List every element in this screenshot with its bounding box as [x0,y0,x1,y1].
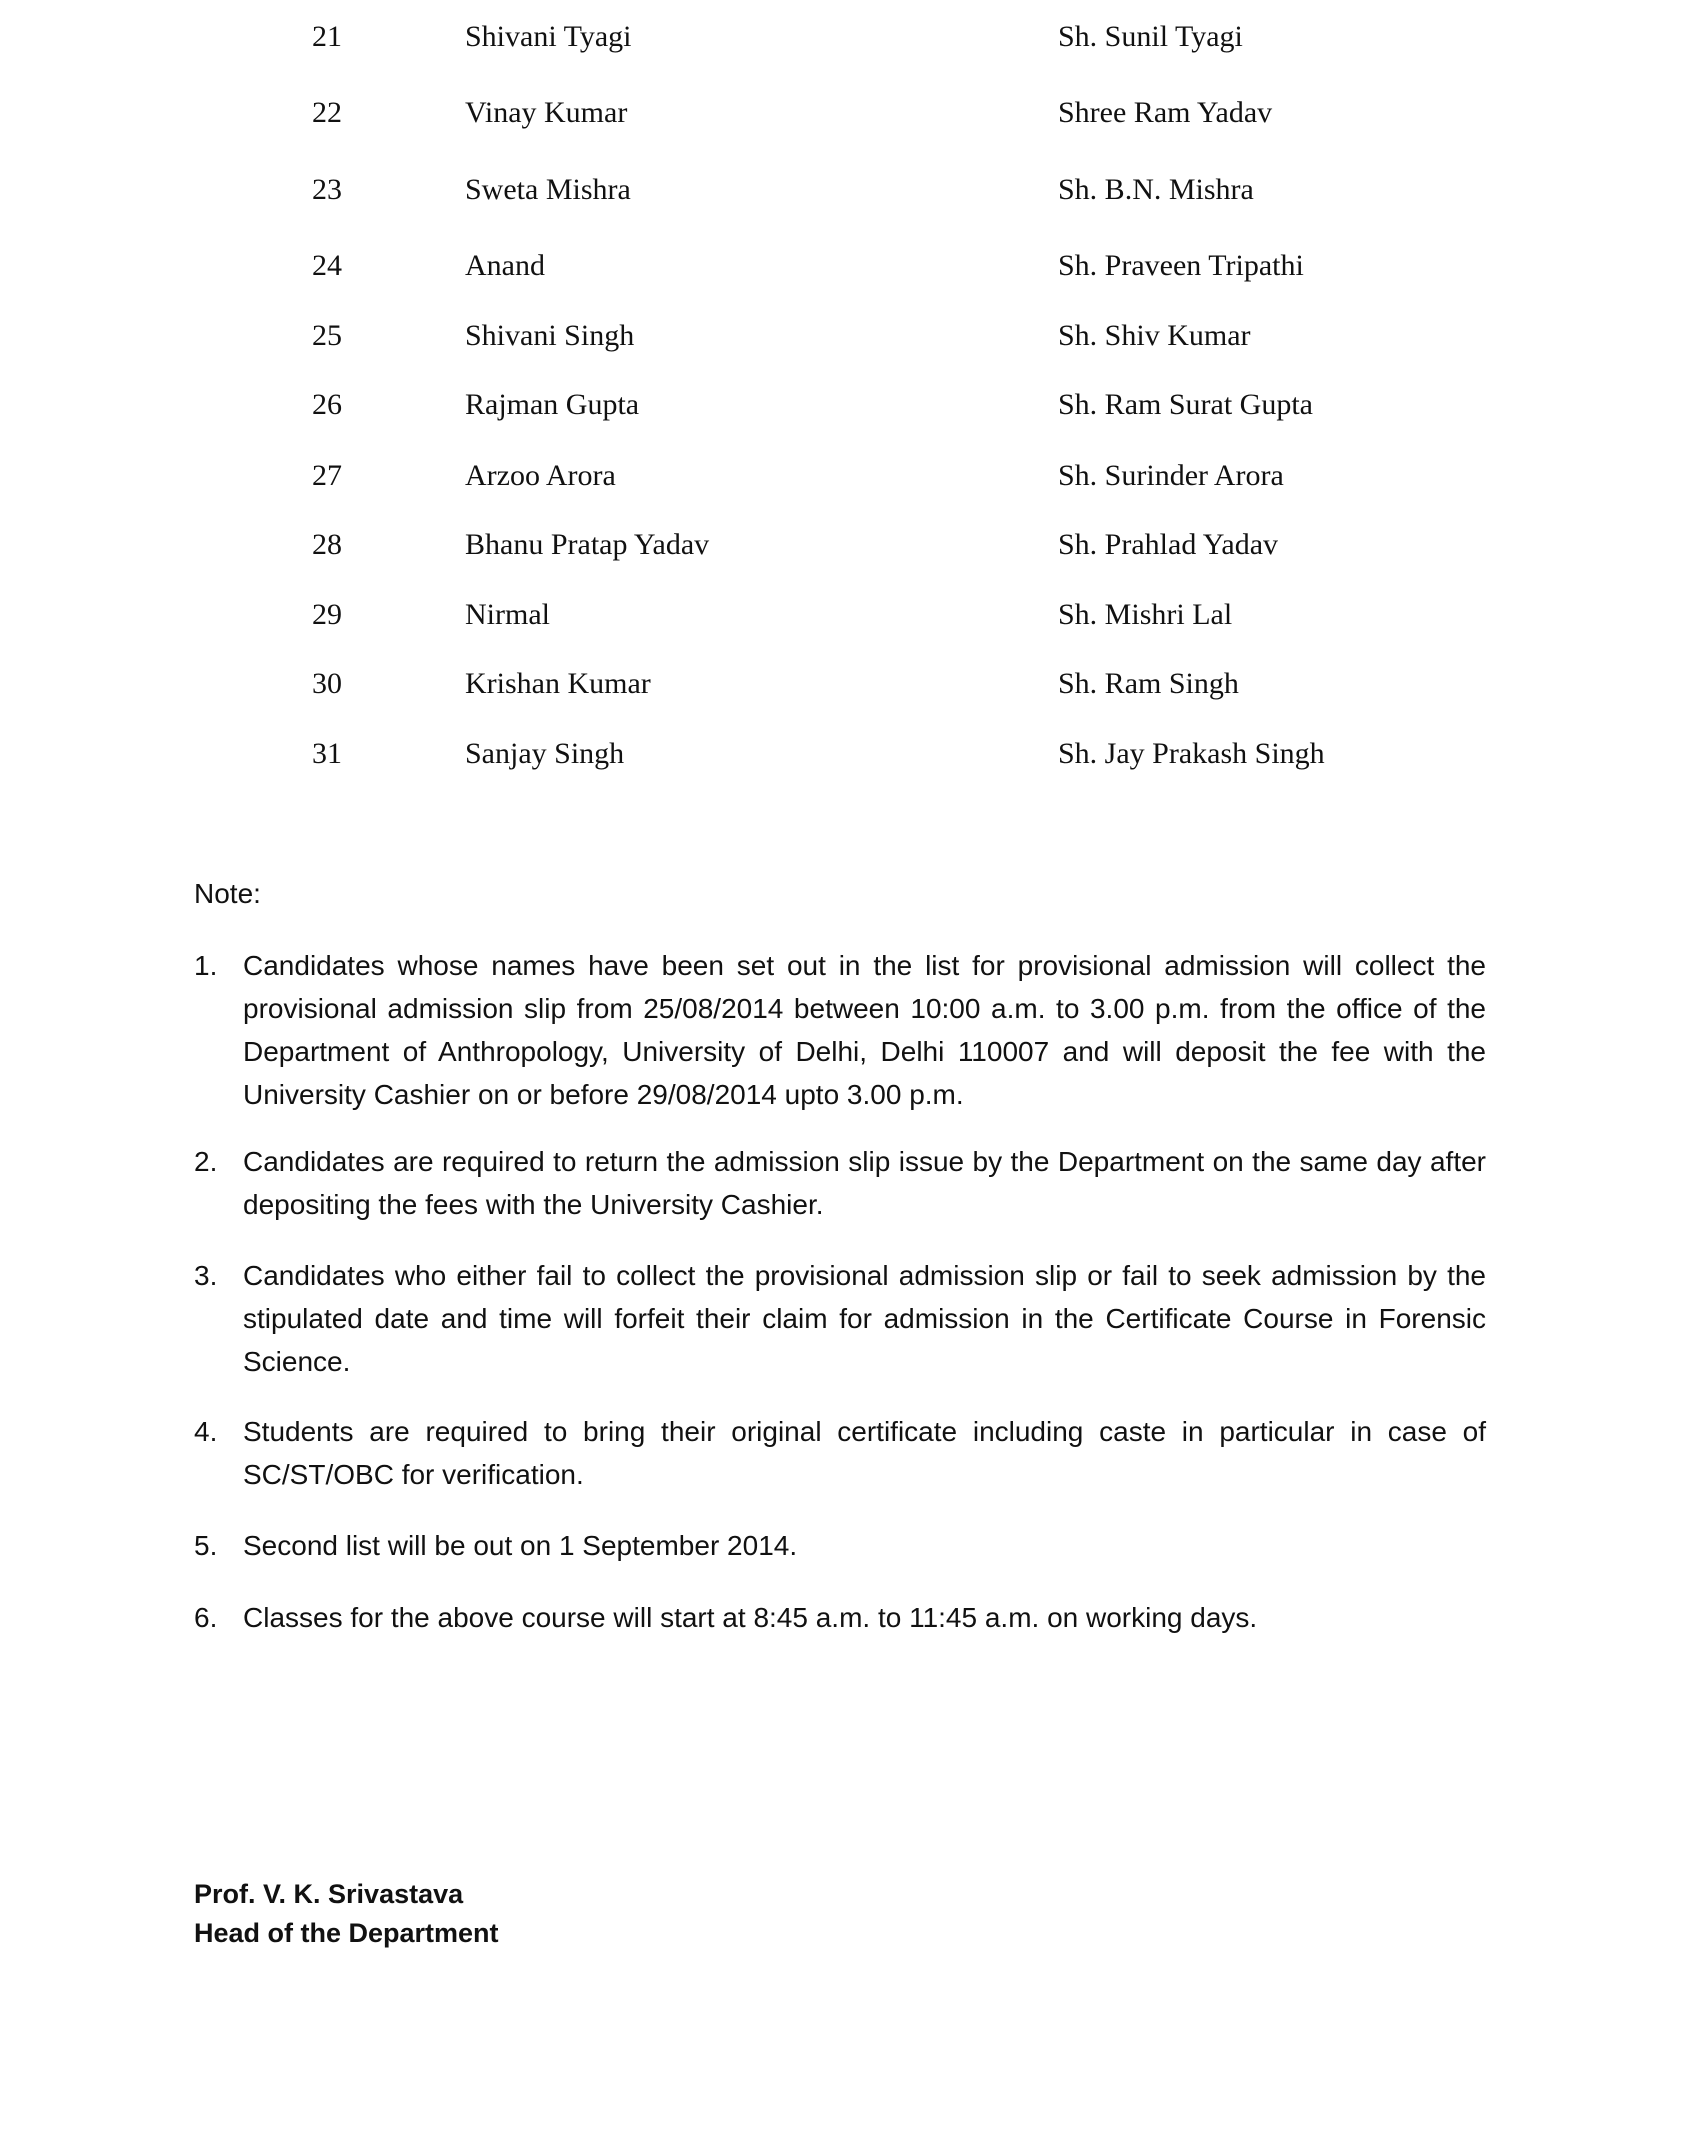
student-name: Nirmal [465,598,550,631]
student-row [0,12,1695,62]
serial-number: 28 [312,528,342,561]
student-name: Sweta Mishra [465,173,631,206]
note-text: Students are required to bring their original certificate including caste in particular in case of SC/ST/OBC for verification. [243,1416,1486,1490]
student-row [0,451,1695,501]
student-row [0,165,1695,215]
student-row [0,380,1695,430]
father-name: Sh. Prahlad Yadav [1058,528,1279,561]
student-row [0,88,1695,138]
father-name: Sh. Shiv Kumar [1058,319,1251,352]
father-name: Sh. Surinder Arora [1058,459,1284,492]
note-text: Candidates who either fail to collect the provisional admission slip or fail to seek admission by the stipulated date and time will forfeit their claim for admission in the Certificate Course in Forensic Science. [243,1260,1486,1377]
serial-number: 27 [312,459,342,492]
student-name: Bhanu Pratap Yadav [465,528,710,561]
student-name: Vinay Kumar [465,96,628,129]
note-text: Classes for the above course will start at 8:45 a.m. to 11:45 a.m. on working days. [243,1602,1258,1633]
serial-number: 30 [312,667,342,700]
student-name: Krishan Kumar [465,667,651,700]
note-number: 5. [194,1530,218,1561]
serial-number: 21 [312,20,342,53]
serial-number: 26 [312,388,342,421]
father-name: Sh. Sunil Tyagi [1058,20,1243,53]
signatory-title: Head of the Department [194,1918,499,1948]
serial-number: 23 [312,173,342,206]
student-row [0,590,1695,640]
note-text: Candidates whose names have been set out in the list for provisional admission will collect the provisional admission slip from 25/08/2014 between 10:00 a.m. to 3.00 p.m. from the office of the Department of Anthropology, University of Delhi, Delhi 110007 and will deposit the fee with the University Cashier on or before 29/08/2014 upto 3.00 p.m. [243,950,1486,1110]
serial-number: 25 [312,319,342,352]
student-row [0,311,1695,361]
student-row [0,659,1695,709]
student-name: Rajman Gupta [465,388,640,421]
father-name: Shree Ram Yadav [1058,96,1273,129]
student-name: Arzoo Arora [465,459,616,492]
student-row [0,520,1695,570]
serial-number: 24 [312,249,342,282]
note-number: 4. [194,1416,218,1447]
note-heading: Note: [194,878,261,909]
note-text: Second list will be out on 1 September 2014. [243,1530,798,1561]
father-name: Sh. Ram Singh [1058,667,1239,700]
note-text: Candidates are required to return the admission slip issue by the Department on the same day after depositing the fees with the University Cashier. [243,1146,1486,1220]
student-row [0,241,1695,291]
student-name: Shivani Singh [465,319,635,352]
note-number: 6. [194,1602,218,1633]
father-name: Sh. B.N. Mishra [1058,173,1254,206]
serial-number: 29 [312,598,342,631]
father-name: Sh. Jay Prakash Singh [1058,737,1325,770]
serial-number: 22 [312,96,342,129]
father-name: Sh. Ram Surat Gupta [1058,388,1313,421]
signature-block [194,1875,499,1953]
note-number: 1. [194,950,218,981]
serial-number: 31 [312,737,342,770]
student-name: Sanjay Singh [465,737,625,770]
father-name: Sh. Praveen Tripathi [1058,249,1304,282]
note-number: 2. [194,1146,218,1177]
student-name: Anand [465,249,545,282]
signatory-name: Prof. V. K. Srivastava [194,1879,464,1909]
father-name: Sh. Mishri Lal [1058,598,1233,631]
student-row [0,729,1695,779]
student-name: Shivani Tyagi [465,20,632,53]
note-number: 3. [194,1260,218,1291]
